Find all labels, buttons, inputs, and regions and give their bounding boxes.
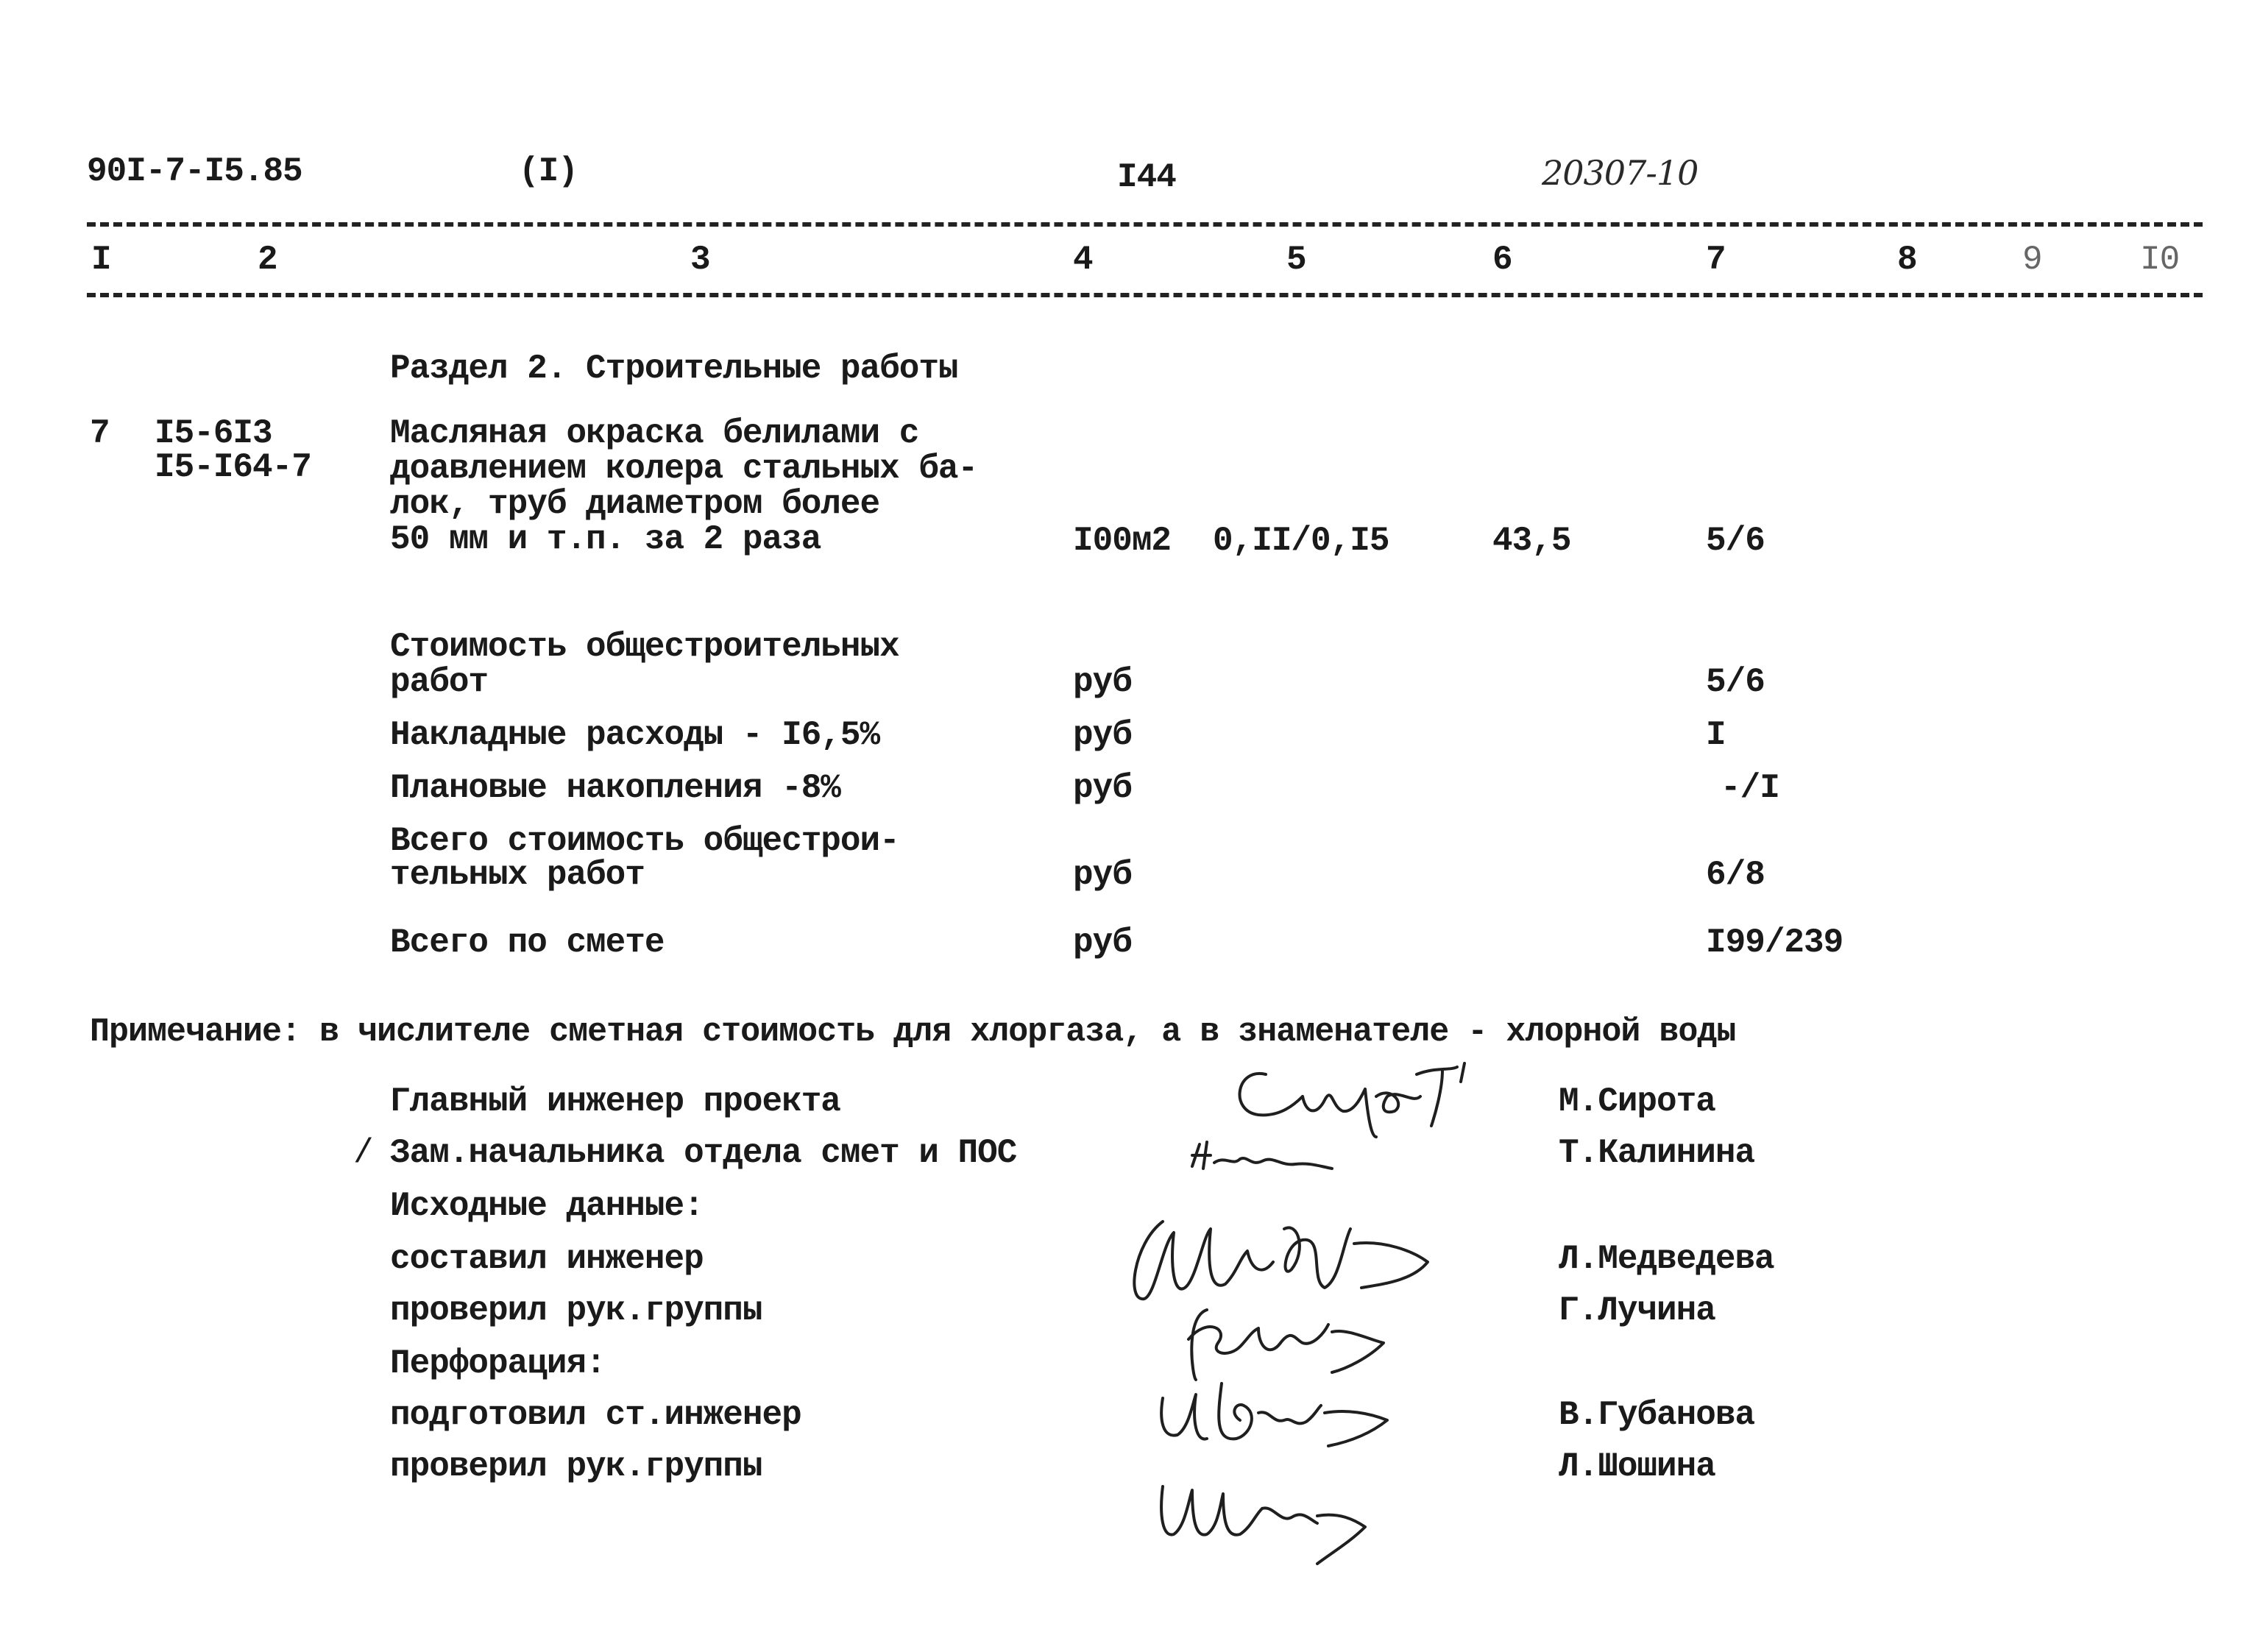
note-text: Примечание: в числителе сметная стоимость для хлоргаза, а в знаменателе - хлорной воды [90, 1013, 1736, 1051]
col-number-6: 6 [1492, 241, 1512, 279]
signature-kalinina [1185, 1133, 1347, 1177]
summary-label: Накладные расходы - I6,5% [390, 716, 880, 754]
col-number-7: 7 [1706, 241, 1726, 279]
col-number-4: 4 [1073, 241, 1093, 279]
margin-mark: / [353, 1134, 373, 1172]
signature-shoshina [1133, 1464, 1398, 1575]
item-code-1: I5-6I3 [155, 414, 272, 453]
signatory-role: проверил рук.группы [390, 1291, 762, 1330]
item-description-line: 50 мм и т.п. за 2 раза [390, 520, 821, 559]
signatory-name: Л.Шошина [1559, 1447, 1715, 1486]
summary-unit: руб [1073, 924, 1132, 962]
item-price: 43,5 [1492, 522, 1571, 560]
col-number-5: 5 [1286, 241, 1306, 279]
section-title: Раздел 2. Строительные работы [390, 350, 958, 388]
signatory-name: Л.Медведева [1559, 1240, 1774, 1278]
handwritten-reference: 20307-10 [1542, 153, 1698, 193]
summary-unit: руб [1073, 856, 1132, 894]
summary-label: тельных работ [390, 856, 645, 894]
col-number-9: 9 [2022, 241, 2042, 279]
signatory-name: Г.Лучина [1559, 1291, 1715, 1330]
item-cost: 5/6 [1706, 522, 1765, 560]
item-number: 7 [90, 414, 110, 453]
summary-unit: руб [1073, 716, 1132, 754]
header-top-rule [87, 222, 2203, 227]
item-description-line: лок, труб диаметром более [390, 485, 880, 523]
item-unit: I00м2 [1073, 522, 1172, 560]
doc-code: 90I-7-I5.85 [87, 152, 302, 191]
col-number-10: I0 [2140, 241, 2180, 279]
summary-label: Всего стоимость общестрои- [390, 822, 899, 860]
col-number-1: I [91, 241, 111, 279]
signatory-role: подготовил ст.инженер [390, 1396, 801, 1434]
summary-value: 6/8 [1706, 856, 1765, 894]
col-number-2: 2 [258, 241, 277, 279]
summary-label: работ [390, 663, 489, 701]
signatory-role: Перфорация: [390, 1344, 606, 1383]
signatory-role: Зам.начальника отдела смет и ПОС [390, 1134, 1017, 1172]
volume-number: (I) [519, 152, 578, 191]
summary-unit: руб [1073, 769, 1132, 807]
summary-label: Стоимость общестроительных [390, 628, 899, 666]
item-quantity: 0,II/0,I5 [1213, 522, 1389, 560]
signatory-name: Т.Калинина [1559, 1134, 1755, 1172]
item-description-line: Масляная окраска белилами с [390, 414, 919, 453]
summary-label: Всего по смете [390, 924, 665, 962]
signatory-name: В.Губанова [1559, 1396, 1755, 1434]
signatory-role: Исходные данные: [390, 1187, 704, 1225]
summary-label: Плановые накопления -8% [390, 769, 840, 807]
item-code-2: I5-I64-7 [155, 448, 311, 486]
col-number-8: 8 [1897, 241, 1917, 279]
header-bottom-rule [87, 293, 2203, 297]
item-description-line: доавлением колера стальных ба- [390, 450, 978, 488]
summary-value: 5/6 [1706, 663, 1765, 701]
summary-value: -/I [1721, 769, 1779, 807]
signatory-role: составил инженер [390, 1240, 704, 1278]
signature-gubanova [1133, 1369, 1428, 1457]
summary-value: I99/239 [1706, 924, 1843, 962]
summary-value: I [1706, 716, 1726, 754]
col-number-3: 3 [690, 241, 710, 279]
signatory-name: М.Сирота [1559, 1082, 1715, 1121]
summary-unit: руб [1073, 663, 1132, 701]
signature-sirota [1222, 1045, 1501, 1141]
signatory-role: проверил рук.группы [390, 1447, 762, 1486]
signatory-role: Главный инженер проекта [390, 1082, 840, 1121]
page-number: I44 [1117, 158, 1176, 196]
